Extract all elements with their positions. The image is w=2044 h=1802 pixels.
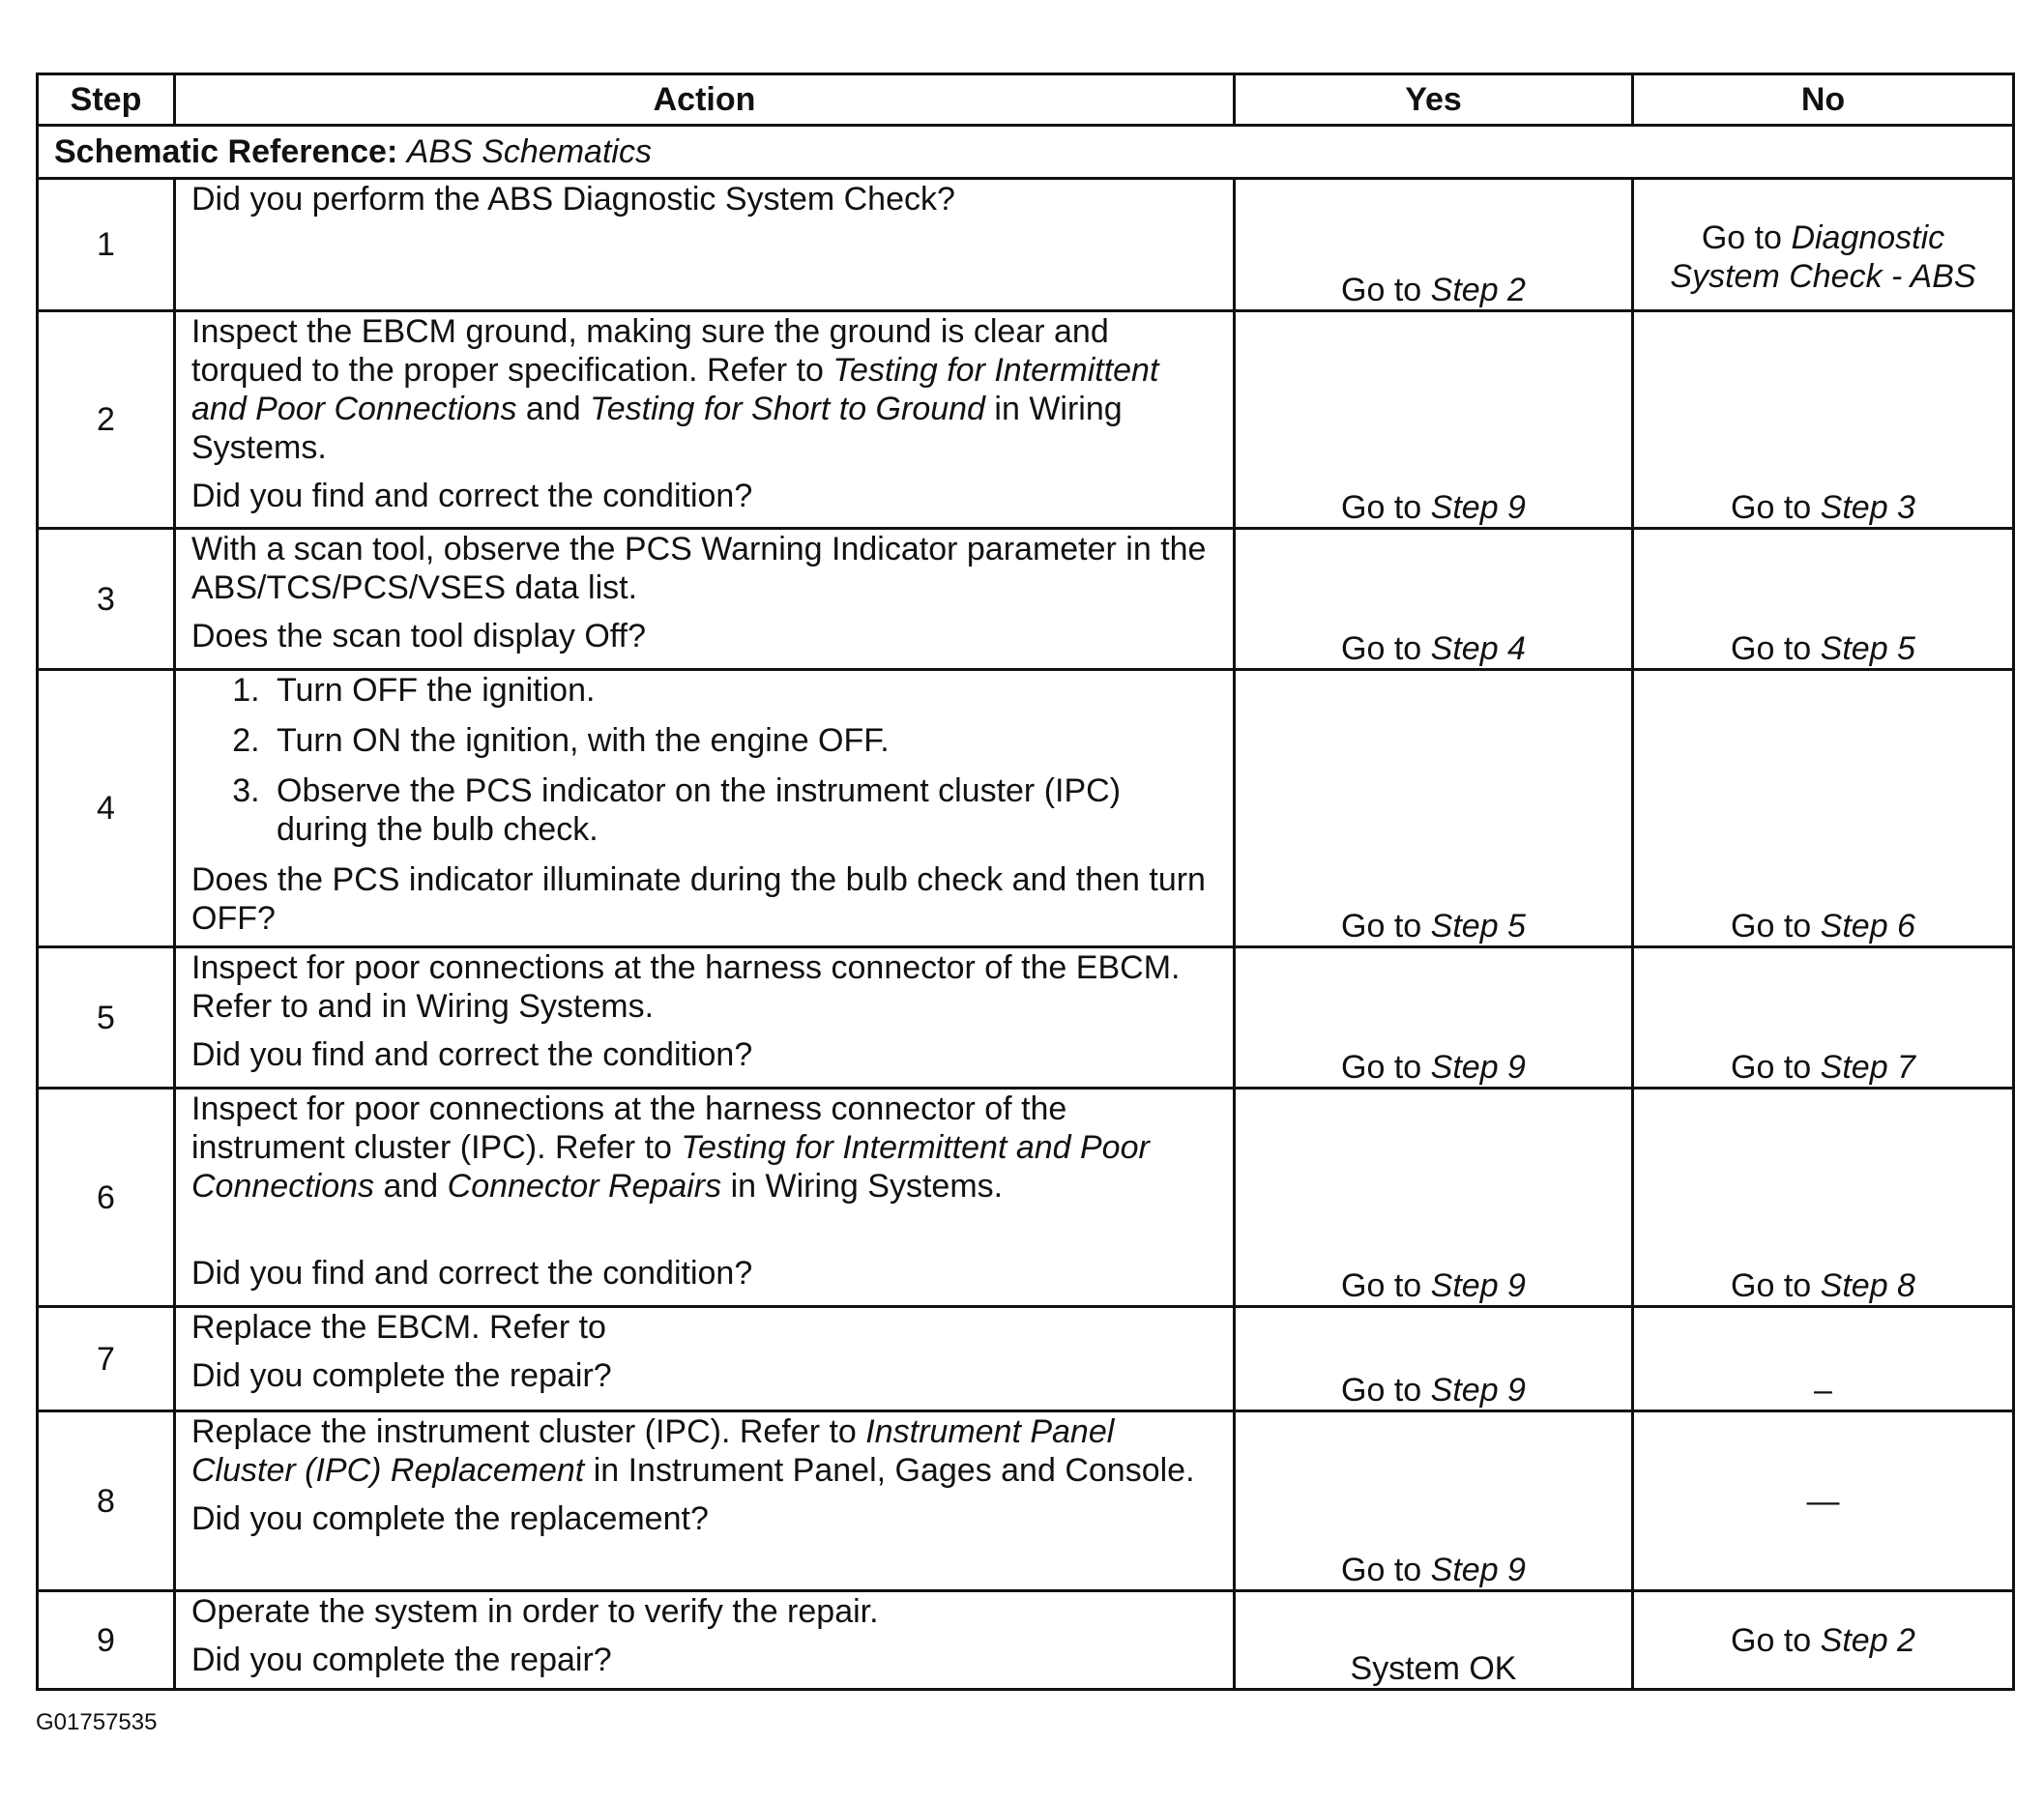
yes-cell bbox=[1235, 179, 1633, 311]
action-cell bbox=[175, 179, 1235, 311]
go-to-label: Go to bbox=[1341, 272, 1422, 308]
step-number: 2 bbox=[38, 311, 175, 529]
no-cell bbox=[1633, 179, 2014, 311]
yes-cell: Go to Step 9 bbox=[1235, 1089, 1633, 1307]
action-question: Does the scan tool display Off? bbox=[191, 618, 646, 654]
action-question: Does the PCS indicator illuminate during the bulb check and then turn OFF? bbox=[191, 861, 1206, 937]
table-row bbox=[38, 670, 2014, 947]
diagnostic-table bbox=[36, 73, 2015, 1691]
table-row bbox=[38, 1307, 2014, 1411]
action-question: Did you find and correct the condition? bbox=[191, 1036, 753, 1073]
no-cell: Go to Step 5 bbox=[1633, 529, 2014, 670]
header-no: No bbox=[1633, 74, 2014, 126]
yes-step-link[interactable]: Step 5 bbox=[1430, 908, 1526, 945]
table-row bbox=[38, 529, 2014, 670]
no-cell: Go to Step 7 bbox=[1633, 947, 2014, 1089]
action-instruction: Replace the instrument cluster (IPC). Refer to Instrument Panel Cluster (IPC) Replacement in Instrument Panel, Gages and Console. bbox=[191, 1413, 1195, 1489]
yes-step-link[interactable]: Step 9 bbox=[1430, 489, 1526, 526]
no-dash: — bbox=[1806, 1482, 1840, 1520]
action-cell bbox=[175, 1307, 1235, 1411]
step-number: 5 bbox=[38, 947, 175, 1089]
action-question: Did you complete the replacement? bbox=[191, 1500, 709, 1537]
action-question: Did you find and correct the condition? bbox=[191, 478, 753, 514]
no-step-link[interactable]: Step 5 bbox=[1820, 630, 1915, 667]
table-row bbox=[38, 947, 2014, 1089]
yes-step-link[interactable]: Step 9 bbox=[1430, 1372, 1526, 1409]
no-step-link[interactable]: Step 2 bbox=[1820, 1621, 1915, 1659]
action-question: Did you complete the repair? bbox=[191, 1642, 612, 1678]
reference-link[interactable]: Testing for Short to Ground bbox=[590, 391, 985, 427]
action-question: Did you find and correct the condition? bbox=[191, 1255, 753, 1292]
action-cell bbox=[175, 1591, 1235, 1690]
action-cell bbox=[175, 311, 1235, 529]
list-item: 1. Turn OFF the ignition. bbox=[269, 671, 1217, 710]
action-question: Did you complete the repair? bbox=[191, 1357, 612, 1394]
yes-cell: Go to Step 9 bbox=[1235, 947, 1633, 1089]
schematic-reference-row bbox=[38, 126, 2014, 179]
figure-id: G01757535 bbox=[36, 1709, 158, 1735]
system-ok-text: System OK bbox=[1350, 1650, 1517, 1687]
action-cell bbox=[175, 1089, 1235, 1307]
spacer bbox=[191, 1206, 1217, 1244]
yes-cell: Go to Step 4 bbox=[1235, 529, 1633, 670]
step-number: 3 bbox=[38, 529, 175, 670]
schematic-label: Schematic Reference: bbox=[54, 133, 398, 170]
yes-cell: Go to Step 9 bbox=[1235, 1307, 1633, 1411]
action-instruction: With a scan tool, observe the PCS Warning Indicator parameter in the ABS/TCS/PCS/VSES data list. bbox=[191, 531, 1207, 606]
no-cell: Go to Step 2 bbox=[1633, 1591, 2014, 1690]
action-cell bbox=[175, 947, 1235, 1089]
go-to-label: Go to bbox=[1701, 219, 1782, 256]
table-row bbox=[38, 179, 2014, 311]
table-row bbox=[38, 1591, 2014, 1690]
action-instruction: Replace the EBCM. Refer to bbox=[191, 1309, 606, 1346]
step-number: 6 bbox=[38, 1089, 175, 1307]
no-step-link[interactable]: Step 3 bbox=[1820, 489, 1915, 526]
step-number: 7 bbox=[38, 1307, 175, 1411]
no-cell: Go to Step 8 bbox=[1633, 1089, 2014, 1307]
no-step-link[interactable]: Step 7 bbox=[1820, 1049, 1915, 1086]
action-instruction: Operate the system in order to verify the repair. bbox=[191, 1593, 879, 1630]
action-instruction: Inspect for poor connections at the harness connector of the instrument cluster (IPC). Refer to Testing for Intermittent and Poor Connections and Connector Repairs in Wiring Systems. bbox=[191, 1090, 1150, 1205]
no-step-link[interactable]: Step 8 bbox=[1820, 1267, 1915, 1304]
yes-step-link[interactable]: Step 9 bbox=[1430, 1552, 1526, 1588]
action-cell bbox=[175, 670, 1235, 947]
no-cell bbox=[1633, 1307, 2014, 1411]
header-step: Step bbox=[38, 74, 175, 126]
header-yes: Yes bbox=[1235, 74, 1633, 126]
yes-step-link[interactable]: Step 9 bbox=[1430, 1267, 1526, 1304]
yes-step-link[interactable]: Step 4 bbox=[1430, 630, 1526, 667]
header-row bbox=[38, 74, 2014, 126]
reference-link[interactable]: Connector Repairs bbox=[447, 1168, 722, 1205]
procedure-list bbox=[191, 671, 1217, 849]
reference-link[interactable]: Testing for Intermittent and Poor Connections bbox=[191, 1129, 1150, 1205]
table-row bbox=[38, 311, 2014, 529]
list-item: 3. Observe the PCS indicator on the instrument cluster (IPC) during the bulb check. bbox=[269, 771, 1217, 849]
step-number: 9 bbox=[38, 1591, 175, 1690]
yes-step-link[interactable]: Step 2 bbox=[1430, 272, 1526, 308]
action-cell bbox=[175, 1411, 1235, 1591]
no-cell: Go to Step 3 bbox=[1633, 311, 2014, 529]
step-number: 8 bbox=[38, 1411, 175, 1591]
table-row bbox=[38, 1411, 2014, 1591]
no-step-link[interactable]: Step 6 bbox=[1820, 908, 1915, 945]
yes-cell: Go to Step 9 bbox=[1235, 311, 1633, 529]
yes-cell: Go to Step 5 bbox=[1235, 670, 1633, 947]
no-diagnostic-link[interactable]: Diagnostic System Check - ABS bbox=[1670, 219, 1976, 295]
action-instruction: Inspect for poor connections at the harness connector of the EBCM. Refer to and in Wiring Systems. bbox=[191, 949, 1181, 1025]
step-number: 4 bbox=[38, 670, 175, 947]
reference-link[interactable]: Testing for Intermittent and Poor Connections bbox=[191, 352, 1159, 427]
step-number: 1 bbox=[38, 179, 175, 311]
schematic-reference bbox=[38, 126, 2014, 179]
yes-cell bbox=[1235, 1591, 1633, 1690]
table-row bbox=[38, 1089, 2014, 1307]
action-question: Did you perform the ABS Diagnostic System Check? bbox=[191, 181, 955, 218]
header-action: Action bbox=[175, 74, 1235, 126]
no-cell bbox=[1633, 1411, 2014, 1591]
list-item: 2. Turn ON the ignition, with the engine OFF. bbox=[269, 721, 1217, 760]
no-dash: – bbox=[1814, 1372, 1832, 1409]
no-cell: Go to Step 6 bbox=[1633, 670, 2014, 947]
schematic-link[interactable]: ABS Schematics bbox=[406, 133, 652, 170]
action-instruction: Inspect the EBCM ground, making sure the ground is clear and torqued to the proper specification. Refer to Testing for Intermittent and Poor Connections and Testing for Short to Ground in Wiring Systems. bbox=[191, 313, 1159, 466]
reference-link[interactable]: Instrument Panel Cluster (IPC) Replacement bbox=[191, 1413, 1115, 1489]
yes-cell: Go to Step 9 bbox=[1235, 1411, 1633, 1591]
yes-step-link[interactable]: Step 9 bbox=[1430, 1049, 1526, 1086]
action-cell bbox=[175, 529, 1235, 670]
